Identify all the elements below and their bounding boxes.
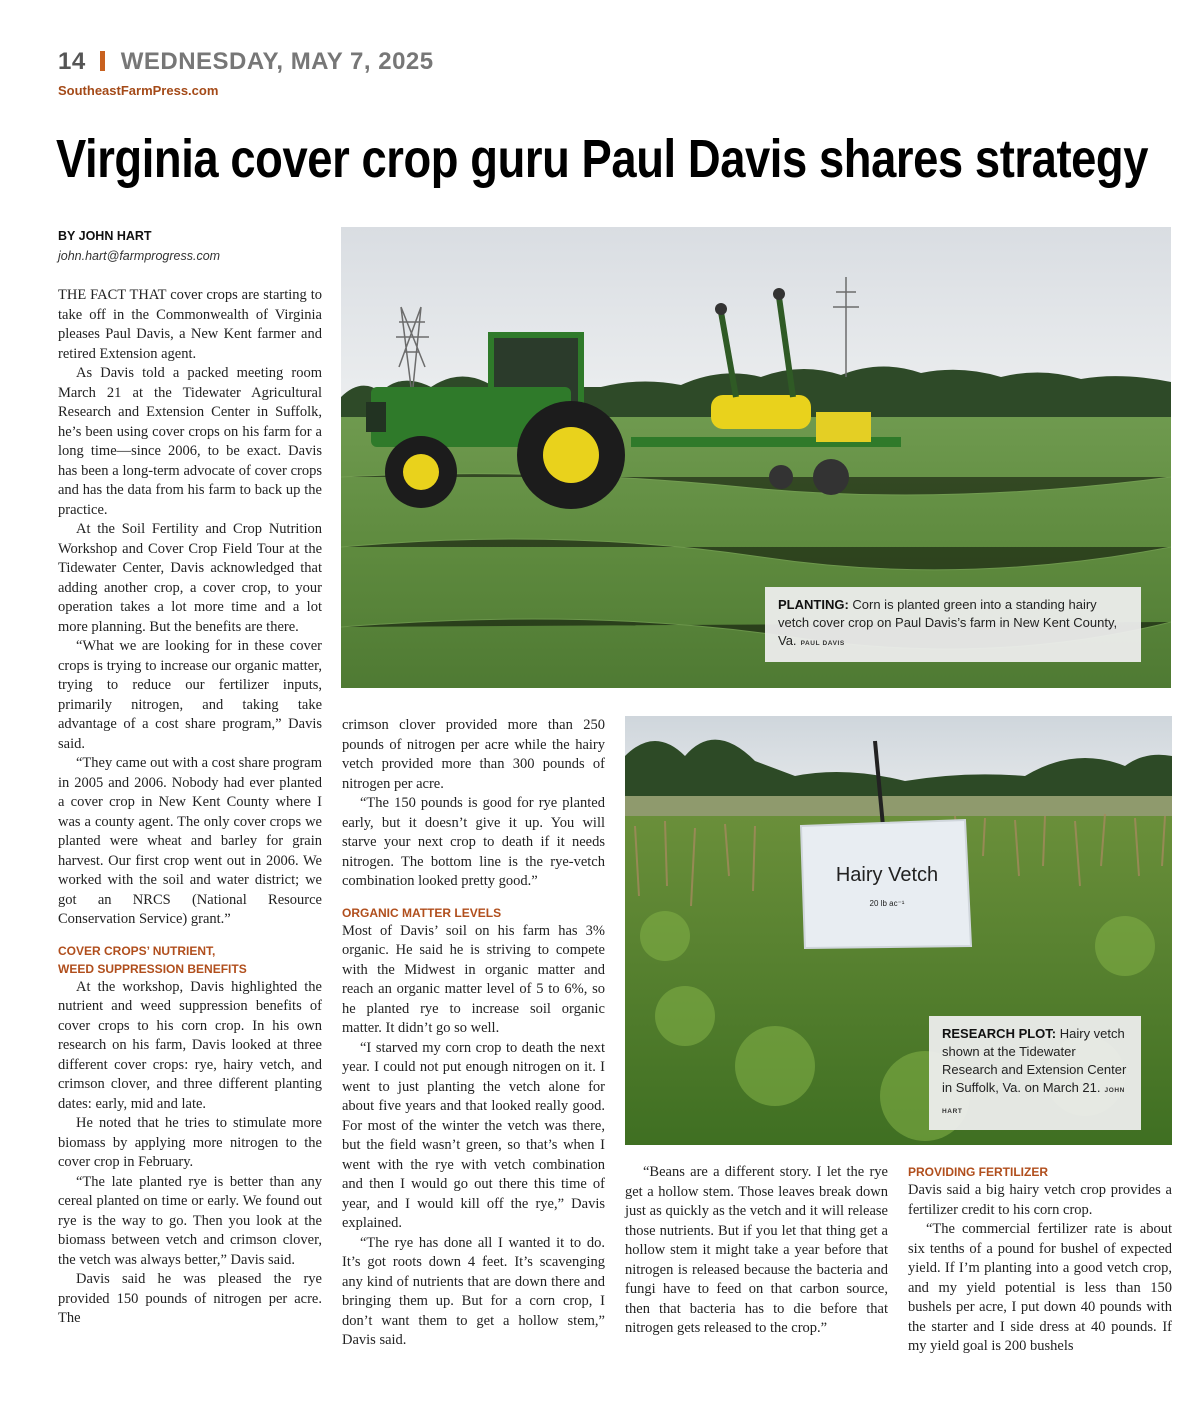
site-name: SoutheastFarmPress.com	[58, 83, 219, 98]
photo-credit: JOHN HART	[942, 1087, 1125, 1115]
article-column-2	[342, 716, 605, 1351]
page-number: 14	[58, 48, 86, 75]
paragraph: “What we are looking for in these cover crops is trying to increase our organic matter, trying to reduce our fertilizer inputs, primarily nitrogen, and taking take advantage of a cost share program,” Davis said.	[58, 638, 322, 752]
paragraph: At the Soil Fertility and Crop Nutrition Workshop and Cover Crop Field Tour at the Tidewater Center, Davis acknowledged that adding another crop, a cover crop, to your operation takes a lot more time and a lot more planning. But the benefits are there.	[58, 521, 322, 635]
subheading: PROVIDING FERTILIZER	[908, 1165, 1049, 1179]
photo-tractor-planting	[341, 227, 1171, 688]
subheading: ORGANIC MATTER LEVELS	[342, 905, 502, 920]
sign-title: Hairy Vetch	[835, 864, 939, 886]
paragraph: “The rye has done all I wanted it to do. It’s got roots down 4 feet. It’s scavenging any kind of nutrients that are down there and bringing them up. But for a corn crop, I don’t want them to get a hollow stem,” Davis said.	[342, 1234, 605, 1348]
photo-caption: RESEARCH PLOT: Hairy vetch shown at the Tidewater Research and Extension Center in Suffolk, Va. on March 21. JOHN HART	[929, 1016, 1141, 1130]
paragraph: “The 150 pounds is good for rye planted early, but it doesn’t give it up. You will starve your next crop to death if it needs nitrogen. The bottom line is the rye-vetch combination looked pretty good.”	[342, 795, 605, 889]
article-column-3	[625, 1163, 888, 1339]
photo-caption: PLANTING: Corn is planted green into a standing hairy vetch cover crop on Paul Davis’s farm in New Kent County, Va. PAUL DAVIS	[765, 587, 1141, 662]
paragraph: THE FACT THAT cover crops are starting to take off in the Commonwealth of Virginia pleases Paul Davis, a New Kent farmer and retired Extension agent.	[58, 287, 322, 362]
headline: Virginia cover crop guru Paul Davis shares strategy	[56, 129, 1149, 189]
paragraph: At the workshop, Davis highlighted the nutrient and weed suppression benefits of cover crops to his corn crop. In his own research on his farm, Davis looked at three different cover crops: rye, hairy vetch, and crimson clover, and three different planting dates: early, mid and late.	[58, 978, 322, 1112]
paragraph: Davis said a big hairy vetch crop provides a fertilizer credit to his corn crop.	[908, 1182, 1172, 1218]
sign-rate: 20 lb ac⁻¹	[869, 899, 905, 908]
article-column-1	[58, 286, 322, 1329]
author-email: john.hart@farmprogress.com	[58, 249, 221, 263]
subheading: COVER CROPS’ NUTRIENT, WEED SUPPRESSION BENEFITS	[58, 943, 247, 976]
paragraph: Most of Davis’ soil on his farm has 3% organic. He said he is striving to compete with the Midwest in organic matter and reach an organic matter level of 5 to 6%, so he planted rye to increase soil organic matter. It didn’t go so well.	[342, 922, 605, 1036]
article-column-4	[908, 1163, 1172, 1357]
paragraph: “I starved my corn crop to death the next year. I could not put enough nitrogen on it. I went to just planting the vetch alone for about five years and that looked really good. For most of the winter the vetch was there, but the field wasn’t green, so that’s when I went with the rye with vetch combination and then I would go out there this time of year, and I would kill off the rye,” Davis explained.	[342, 1039, 605, 1231]
paragraph: “They came out with a cost share program in 2005 and 2006. Nobody had ever planted a cover crop in New Kent County where I was a county agent. The only cover crops we planted were wheat and barley for grain harvest. Our first crop went out in 2006. We worked with the soil and water district; we got an NRCS (National Resource Conservation Service) grant.”	[58, 755, 323, 927]
paragraph: As Davis told a packed meeting room March 21 at the Tidewater Agricultural Research and Extension Center in Suffolk, he’s been using cover crops on his farm for a long time—since 2006, to be exact. Davis has been a long-term advocate of cover crops and has the data from his farm to back up the practice.	[58, 365, 322, 518]
photo-credit: PAUL DAVIS	[800, 640, 845, 647]
photo-research-plot	[625, 716, 1172, 1145]
paragraph: “The late planted rye is better than any cereal planted on time or early. We found out rye is the way to go. Then you look at the biomass between vetch and crimson clover, the vetch was always better,” Davis said.	[58, 1173, 322, 1268]
paragraph: crimson clover provided more than 250 pounds of nitrogen per acre while the hairy vetch provided more than 300 pounds of nitrogen per acre.	[342, 717, 605, 792]
byline: BY JOHN HART	[58, 229, 152, 243]
issue-date: WEDNESDAY, MAY 7, 2025	[120, 48, 434, 75]
paragraph: He noted that he tries to stimulate more biomass by applying more nitrogen to the cover crop in February.	[58, 1115, 322, 1170]
page-header	[58, 48, 434, 76]
lead-in-caps: THE FACT THAT	[58, 287, 167, 303]
header-divider	[100, 51, 105, 71]
paragraph: Davis said he was pleased the rye provided 150 pounds of nitrogen per acre. The	[58, 1271, 322, 1326]
paragraph: “Beans are a different story. I let the rye get a hollow stem. Those leaves break down just as quickly as the vetch and it will release those nutrients. But if you let that thing get a hollow stem it might take a year before that nitrogen is released because the bacteria and fungi have to feed on that carbon source, then that bacteria has to die before that nitrogen gets released to the crop.”	[625, 1164, 888, 1336]
paragraph: “The commercial fertilizer rate is about six tenths of a pound for bushel of expected yield. If I’m planting into a good vetch crop, and my yield potential is less than 150 bushels per acre, I put down 40 pounds with the starter and I side dress at 40 pounds. If my yield goal is 200 bushels	[908, 1221, 1172, 1354]
